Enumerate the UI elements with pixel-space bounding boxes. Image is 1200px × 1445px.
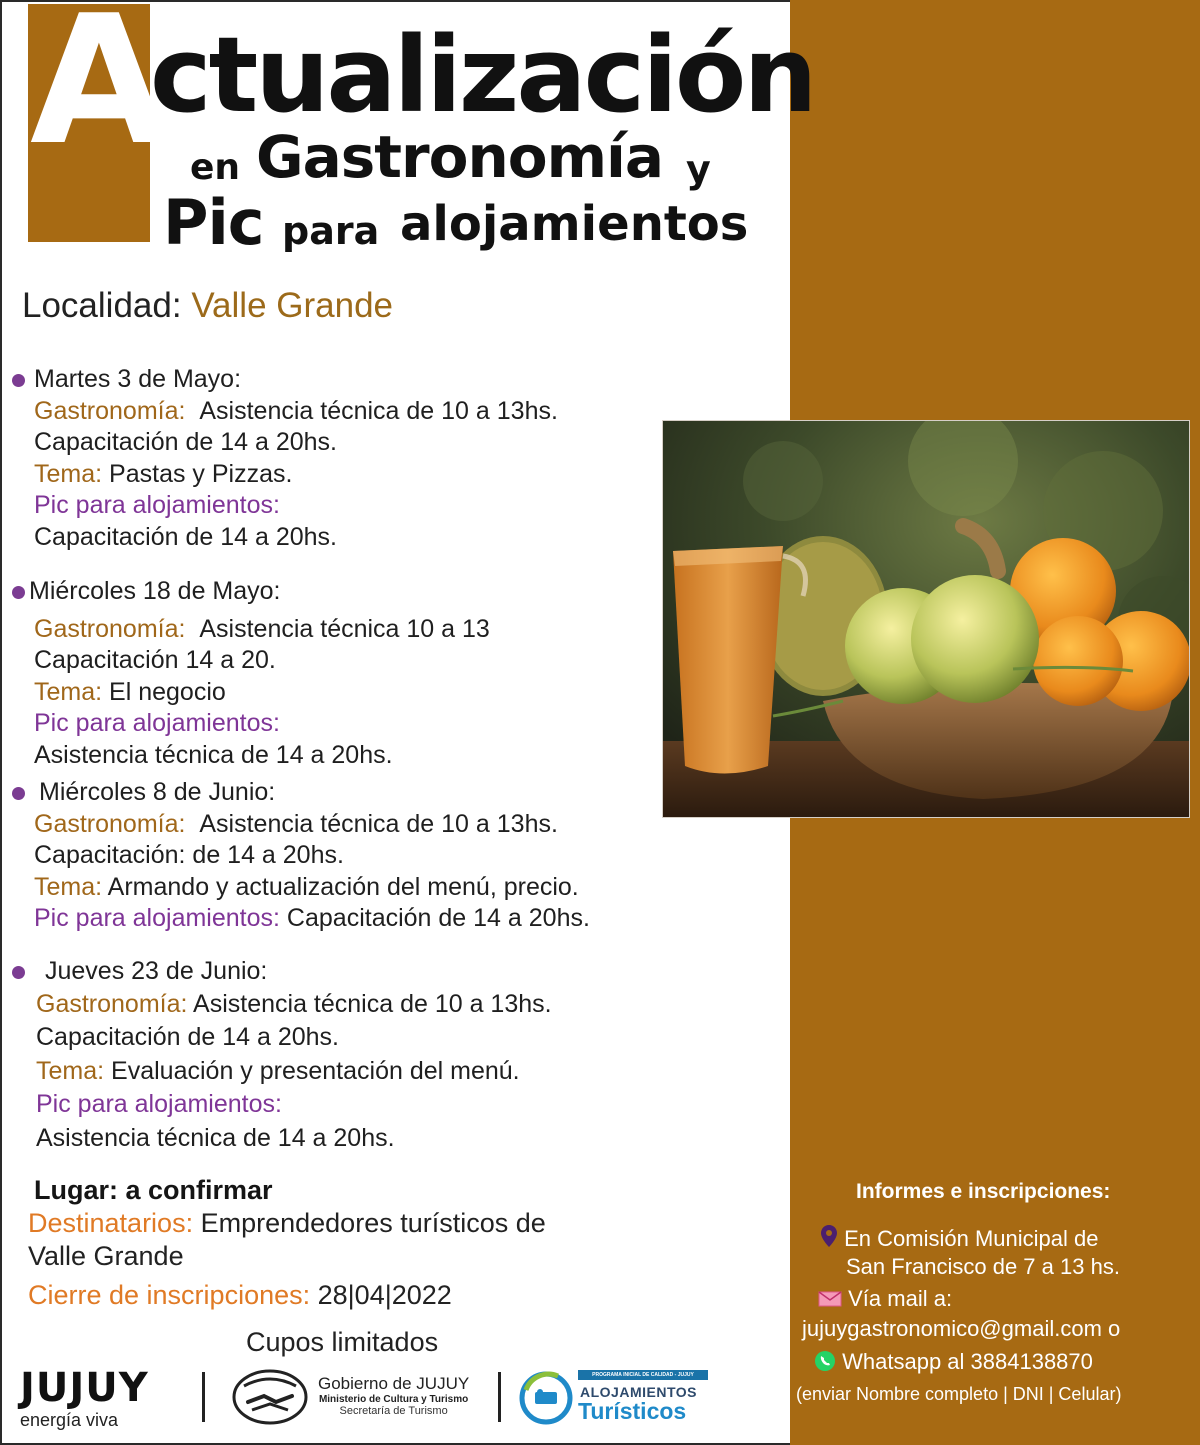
tema-text: Evaluación y presentación del menú. <box>111 1056 520 1085</box>
whatsapp-line <box>814 1348 1093 1376</box>
location-pin-icon <box>820 1224 838 1248</box>
pic-label: Pic para alojamientos: <box>36 1090 282 1118</box>
informes-heading: Informes e inscripciones: <box>856 1180 1111 1203</box>
gastro-text: Asistencia técnica de 10 a 13hs. <box>193 989 552 1018</box>
tema-text: Armando y actualización del menú, precio. <box>107 872 579 901</box>
date-text: Miércoles 8 de Junio: <box>39 778 276 806</box>
ministerio-text: Ministerio de Cultura y Turismo <box>318 1394 469 1405</box>
cierre-value: 28|04|2022 <box>317 1280 452 1310</box>
gastro-label: Gastronomía: <box>34 396 186 425</box>
date-text: Miércoles 18 de Mayo: <box>29 577 281 605</box>
tema-label: Tema: <box>36 1056 105 1085</box>
cierre-label: Cierre de inscripciones: <box>28 1280 311 1310</box>
gobierno-title: Gobierno de JUJUY <box>318 1374 470 1393</box>
place-line <box>820 1224 1098 1253</box>
capacitacion-line: Capacitación: de 14 a 20hs. <box>34 841 344 869</box>
mail-line <box>818 1285 952 1313</box>
tema-line <box>34 872 590 904</box>
title-main-word: ctualización <box>150 14 815 136</box>
cierre-line <box>28 1279 546 1312</box>
place-text-1: En Comisión Municipal de <box>844 1226 1099 1251</box>
gastro-text: Asistencia técnica 10 a 13 <box>199 614 490 643</box>
gastro-line <box>36 988 552 1022</box>
mail-icon <box>818 1291 842 1307</box>
alojamientos-word: ALOJAMIENTOS <box>580 1384 697 1400</box>
jujuy-logo <box>20 1365 149 1431</box>
place-text-2: San Francisco de 7 a 13 hs. <box>846 1254 1120 1279</box>
pic-label: Pic para alojamientos: <box>34 904 280 932</box>
cupos-limitados: Cupos limitados <box>246 1327 439 1357</box>
schedule-date <box>12 576 490 608</box>
gobierno-jujuy-logo <box>230 1368 490 1428</box>
destinatarios-line <box>28 1207 546 1240</box>
bullet-dot-icon <box>12 586 25 599</box>
alojamientos-turisticos-logo <box>518 1370 708 1426</box>
lugar-text: Lugar: a confirmar <box>34 1175 273 1205</box>
gastro-line <box>34 396 558 428</box>
tema-line <box>34 459 558 491</box>
schedule-item-2 <box>12 576 490 771</box>
title-en: en <box>190 147 241 188</box>
title-para: para <box>282 209 380 253</box>
title-alojamientos: alojamientos <box>400 196 749 252</box>
gastro-label: Gastronomía: <box>34 809 186 838</box>
pic-text: Asistencia técnica de 14 a 20hs. <box>36 1123 395 1152</box>
gobierno-logo-text <box>318 1374 469 1417</box>
date-text: Jueves 23 de Junio: <box>45 957 268 985</box>
gastro-label: Gastronomía: <box>34 614 186 643</box>
pic-label: Pic para alojamientos: <box>34 491 280 519</box>
title-y: y <box>686 147 711 191</box>
pic-text: Asistencia técnica de 14 a 20hs. <box>34 740 393 769</box>
event-details <box>28 1174 546 1312</box>
fruit-bowl-photo <box>662 420 1190 818</box>
capacitacion-line: Capacitación de 14 a 20hs. <box>34 428 337 456</box>
pic-label: Pic para alojamientos: <box>34 709 280 737</box>
pic-text: Capacitación de 14 a 20hs. <box>34 522 337 551</box>
title-gastronomia: Gastronomía <box>256 123 664 191</box>
pic-text: Capacitación de 14 a 20hs. <box>286 904 590 932</box>
schedule-date <box>12 364 558 396</box>
email-address[interactable]: jujuygastronomico@gmail.com o <box>802 1316 1121 1341</box>
tema-label: Tema: <box>34 677 103 706</box>
pic-line <box>34 903 590 935</box>
gastro-text: Asistencia técnica de 10 a 13hs. <box>199 396 558 425</box>
schedule-item-3 <box>12 777 590 935</box>
bullet-dot-icon <box>12 374 25 387</box>
schedule-item-4 <box>12 956 552 1155</box>
date-text: Martes 3 de Mayo: <box>34 365 242 393</box>
gastro-line <box>34 809 590 841</box>
tema-label: Tema: <box>34 459 103 488</box>
whatsapp-icon <box>814 1350 836 1372</box>
schedule-item-1 <box>12 364 558 553</box>
localidad-label: Localidad: <box>22 286 182 325</box>
gastro-line <box>34 614 490 646</box>
localidad <box>22 286 393 326</box>
gastro-label: Gastronomía: <box>36 989 188 1018</box>
jujuy-logo-word: JUJUY <box>20 1365 149 1411</box>
destinatarios-label: Destinatarios: <box>28 1208 194 1238</box>
title-big-letter: A <box>30 0 168 184</box>
tema-text: Pastas y Pizzas. <box>109 459 293 488</box>
inscription-note: (enviar Nombre completo | DNI | Celular) <box>796 1384 1122 1404</box>
jujuy-logo-tagline: energía viva <box>20 1410 119 1430</box>
gastro-text: Asistencia técnica de 10 a 13hs. <box>199 809 558 838</box>
tema-text: El negocio <box>109 677 226 706</box>
schedule-date <box>12 777 590 809</box>
whatsapp-text[interactable]: Whatsapp al 3884138870 <box>842 1349 1093 1374</box>
tema-line <box>36 1055 552 1089</box>
title-pic: Pic <box>163 186 264 259</box>
secretaria-text: Secretaría de Turismo <box>339 1405 448 1417</box>
bullet-dot-icon <box>12 966 25 979</box>
handshake-emblem-icon <box>230 1368 310 1426</box>
logo-divider <box>202 1372 205 1422</box>
bullet-dot-icon <box>12 787 25 800</box>
destinatarios-text-2: Valle Grande <box>28 1241 184 1271</box>
tema-line <box>34 677 490 709</box>
mail-label: Vía mail a: <box>848 1286 953 1311</box>
alojamientos-emblem-icon <box>518 1370 574 1426</box>
capacitacion-line: Capacitación de 14 a 20hs. <box>36 1023 339 1051</box>
destinatarios-text: Emprendedores turísticos de <box>200 1208 546 1238</box>
schedule-date <box>12 956 552 988</box>
programa-calidad-banner: PROGRAMA INICIAL DE CALIDAD - JUJUY <box>578 1370 708 1380</box>
logo-divider <box>498 1372 501 1422</box>
localidad-value: Valle Grande <box>191 286 394 325</box>
capacitacion-line: Capacitación 14 a 20. <box>34 646 276 674</box>
tema-label: Tema: <box>34 872 103 901</box>
turisticos-word: Turísticos <box>578 1398 687 1424</box>
